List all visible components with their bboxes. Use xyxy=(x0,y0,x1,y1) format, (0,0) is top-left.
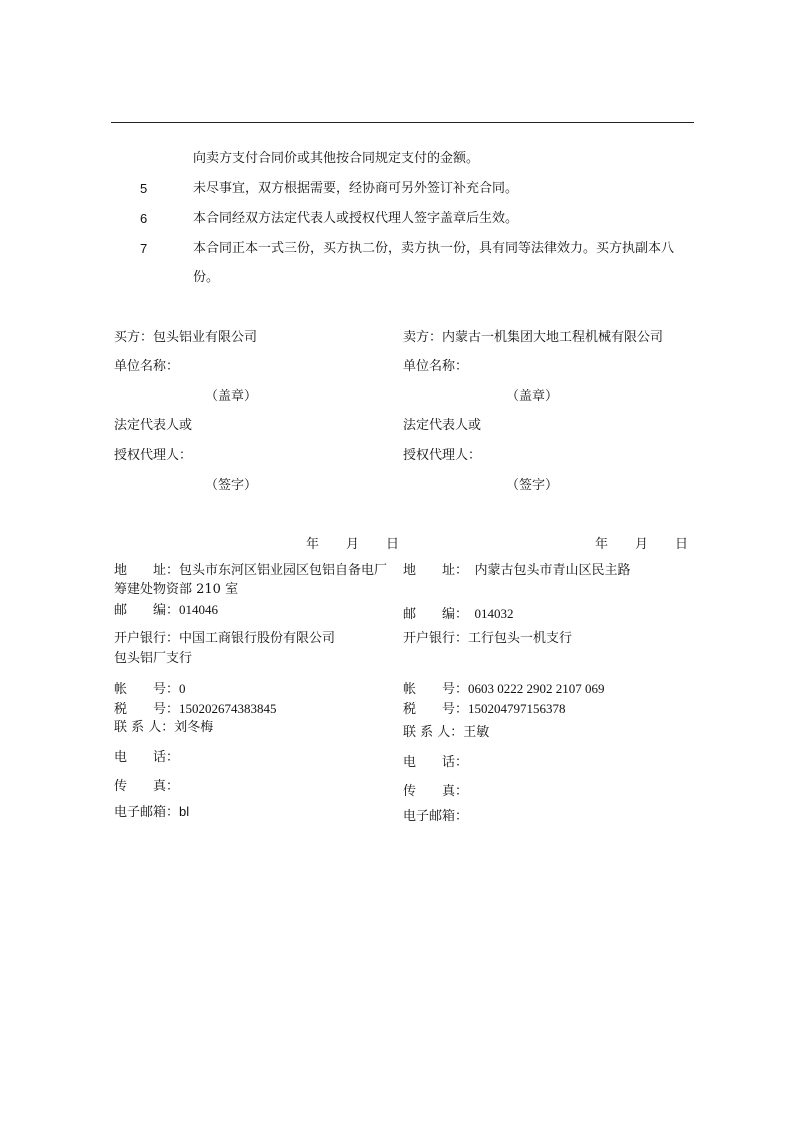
clause-6-number: 6 xyxy=(140,211,148,226)
seller-party: 卖方：内蒙古一机集团大地工程机械有限公司 xyxy=(403,330,664,345)
buyer-seal: （盖章） xyxy=(205,389,258,404)
seller-date-day: 日 xyxy=(675,537,689,552)
seller-phone: 电 话： xyxy=(403,755,469,770)
seller-postcode: 邮 编： 014032 xyxy=(403,606,514,621)
buyer-bank: 开户银行：中国工商银行股份有限公司 xyxy=(114,631,336,646)
buyer-phone: 电 话： xyxy=(114,750,180,765)
seller-account: 帐 号：0603 0222 2902 2107 069 xyxy=(403,681,605,696)
seller-sign: （签字） xyxy=(506,478,559,493)
buyer-fax: 传 真： xyxy=(114,779,180,794)
buyer-address: 地 址：包头市东河区铝业园区包铝自备电厂 xyxy=(114,563,388,578)
buyer-postcode: 邮 编：014046 xyxy=(114,602,219,617)
buyer-email-value: bl xyxy=(179,804,190,819)
header-rule xyxy=(111,122,694,123)
buyer-bank-cont: 包头铝厂支行 xyxy=(114,651,193,666)
buyer-email xyxy=(114,804,189,821)
buyer-account: 帐 号：0 xyxy=(114,681,186,696)
buyer-date-day: 日 xyxy=(386,537,400,552)
seller-unit-label: 单位名称： xyxy=(403,359,469,374)
seller-date-month: 月 xyxy=(635,537,649,552)
seller-address: 地 址： 内蒙古包头市青山区民主路 xyxy=(403,563,631,578)
buyer-unit-label: 单位名称： xyxy=(114,359,180,374)
clause-5-text: 未尽事宜，双方根据需要，经协商可另外签订补充合同。 xyxy=(193,181,519,196)
buyer-rep-label: 法定代表人或 xyxy=(114,418,193,433)
clause-4-continuation: 向卖方支付合同价或其他按合同规定支付的金额。 xyxy=(193,151,480,166)
buyer-tax-number: 税 号：150202674383845 xyxy=(114,701,277,716)
buyer-date-year: 年 xyxy=(306,537,320,552)
seller-tax-number: 税 号：150204797156378 xyxy=(403,701,566,716)
buyer-sign: （签字） xyxy=(205,478,258,493)
buyer-contact: 联 系 人：刘冬梅 xyxy=(114,720,214,735)
seller-rep-label: 法定代表人或 xyxy=(403,418,482,433)
seller-agent-label: 授权代理人： xyxy=(403,448,482,463)
clause-7-text-cont: 份。 xyxy=(193,270,220,285)
buyer-address-cont: 筹建处物资部 210 室 xyxy=(114,582,239,597)
seller-email: 电子邮箱： xyxy=(403,809,469,824)
seller-seal: （盖章） xyxy=(506,389,559,404)
seller-fax: 传 真： xyxy=(403,784,469,799)
clause-7-number: 7 xyxy=(140,241,148,256)
seller-bank: 开户银行：工行包头一机支行 xyxy=(403,631,573,646)
buyer-date-month: 月 xyxy=(346,537,360,552)
clause-6-text: 本合同经双方法定代表人或授权代理人签字盖章后生效。 xyxy=(193,211,519,226)
buyer-party: 买方：包头铝业有限公司 xyxy=(114,330,258,345)
clause-5-number: 5 xyxy=(140,181,148,196)
seller-contact: 联 系 人：王敏 xyxy=(403,725,490,740)
buyer-email-label: 电子邮箱： xyxy=(114,805,180,820)
clause-7-text: 本合同正本一式三份，买方执二份，卖方执一份，具有同等法律效力。买方执副本八 xyxy=(193,241,675,256)
seller-date-year: 年 xyxy=(595,537,609,552)
buyer-agent-label: 授权代理人： xyxy=(114,448,193,463)
